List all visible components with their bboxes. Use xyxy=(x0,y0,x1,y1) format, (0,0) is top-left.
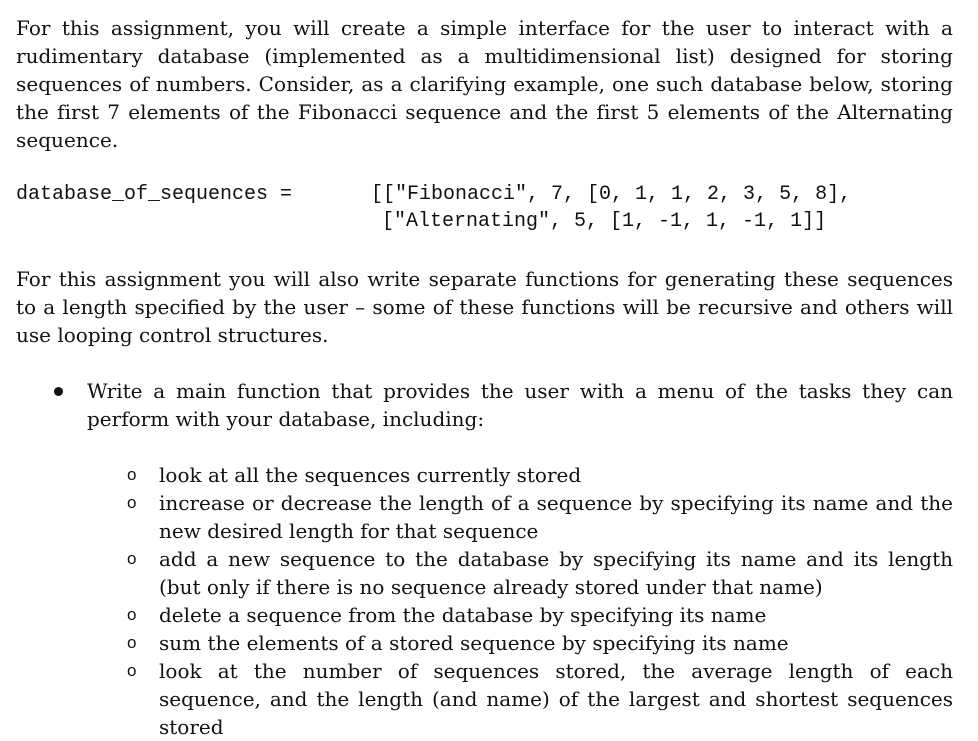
intro-paragraph: For this assignment, you will create a simple interface for the user to interact with a rudimentary database (implemented as a multidimensional list) designed for storing sequences of numbers. Consider, as a clarifying example, one such database below, storing the first 7 elements of the Fibonacci sequence and the first 5 elements of the Alternating sequence. xyxy=(16,16,953,152)
task-list-item xyxy=(127,601,953,629)
task-list-item xyxy=(127,629,953,657)
circle-bullet-icon: o xyxy=(127,549,137,568)
task-list-item xyxy=(127,489,953,545)
main-bullet xyxy=(16,377,953,433)
circle-bullet-icon: o xyxy=(127,493,137,512)
code-line-alternating: ["Alternating", 5, [1, -1, 1, -1, 1]] xyxy=(382,210,827,233)
bullet-dot-icon xyxy=(54,387,63,396)
task-list xyxy=(16,461,953,741)
circle-bullet-icon: o xyxy=(127,661,137,680)
circle-bullet-icon: o xyxy=(127,605,137,624)
task-list-item xyxy=(127,657,953,741)
code-variable-assignment: database_of_sequences = xyxy=(16,183,293,206)
main-bullet-text: Write a main function that provides the user with a menu of the tasks they can perform with your database, including: xyxy=(87,379,953,431)
task-text-view-all: look at all the sequences currently stored xyxy=(159,463,582,487)
task-text-resize: increase or decrease the length of a sequence by specifying its name and the new desired length for that sequence xyxy=(159,491,953,543)
circle-bullet-icon: o xyxy=(127,465,137,484)
task-text-sum: sum the elements of a stored sequence by specifying its name xyxy=(159,631,789,655)
code-example xyxy=(16,181,953,239)
assignment-document xyxy=(16,14,953,741)
task-text-delete: delete a sequence from the database by specifying its name xyxy=(159,603,767,627)
code-line-fibonacci: [["Fibonacci", 7, [0, 1, 1, 2, 3, 5, 8], xyxy=(371,183,852,206)
task-text-add: add a new sequence to the database by specifying its name and its length (but only if there is no sequence already stored under that name) xyxy=(159,547,953,599)
task-list-item xyxy=(127,461,953,489)
circle-bullet-icon: o xyxy=(127,633,137,652)
task-list-item xyxy=(127,545,953,601)
task-text-stats: look at the number of sequences stored, the average length of each sequence, and the length (and name) of the largest and shortest sequences stored xyxy=(159,659,953,739)
second-paragraph: For this assignment you will also write separate functions for generating these sequences to a length specified by the user – some of these functions will be recursive and others will use looping control structures. xyxy=(16,267,953,347)
